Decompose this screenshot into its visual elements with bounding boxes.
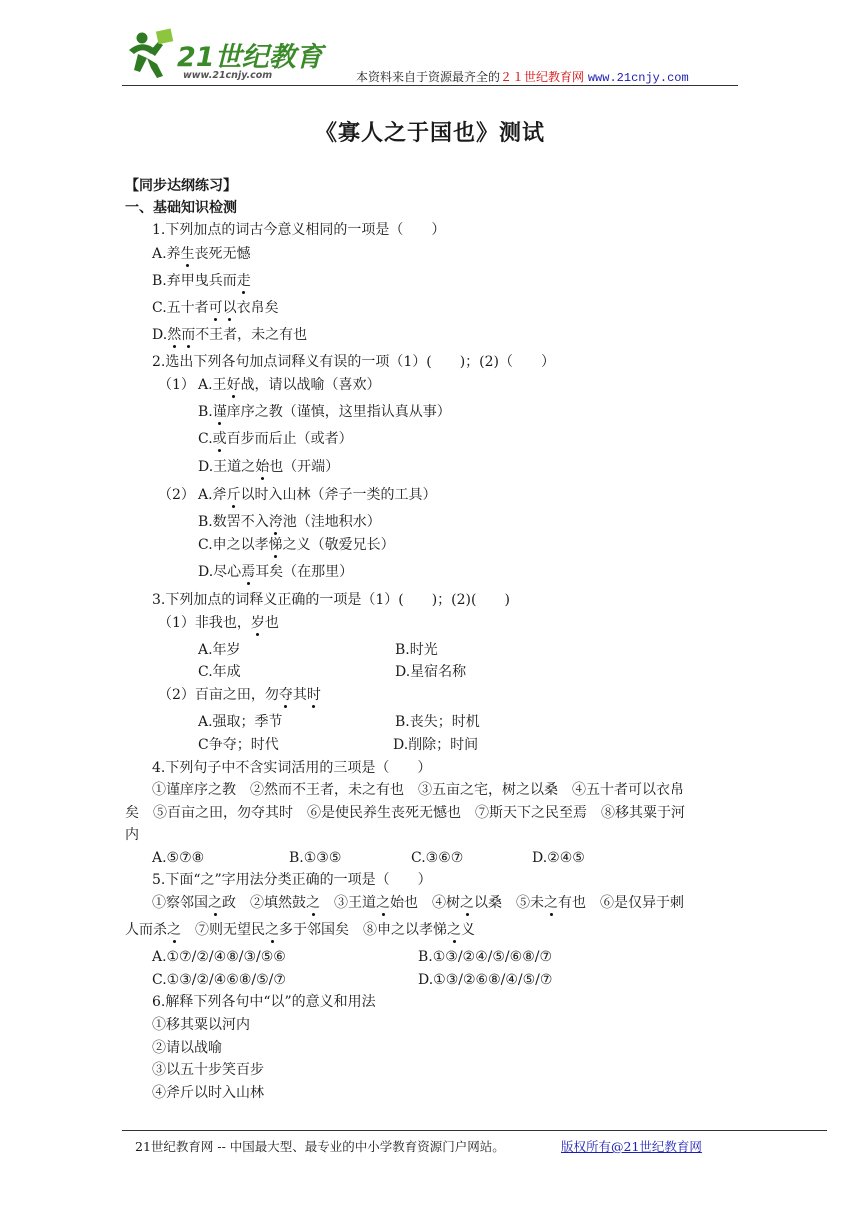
q3-stem: 3.下列加点的词释义正确的一项是（1）( )；(2)( )	[152, 592, 510, 608]
q5-stem: 5.下面“之”字用法分类正确的一项是（ ）	[152, 872, 432, 888]
header-source-prefix: 本资料来自于资源最齐全的	[356, 70, 501, 84]
q4-line2: 矣 ⑤百亩之田，勿夺其时 ⑥是使民养生丧死无憾也 ⑦斯天下之民至焉 ⑧移其粟于河	[125, 805, 685, 821]
q3-s1-option-a: A.年岁	[198, 642, 241, 658]
q2-g2-option-c: C.申之以孝悌之义（敬爱兄长）	[198, 537, 395, 553]
q5-option-d: D.①③/②⑥⑧/④/⑤/⑦	[418, 972, 553, 988]
q3-s2-option-b: B.丧失；时机	[395, 714, 480, 730]
q4-stem: 4.下列句子中不含实词活用的三项是（ ）	[152, 760, 432, 776]
part-heading: 一、基础知识检测	[125, 200, 237, 216]
header-source-line	[356, 68, 689, 85]
q5-option-c: C.①③/②/④⑥⑧/⑤/⑦	[152, 972, 286, 988]
q2-g1-option-a: A.王好战，请以战喻（喜欢）	[198, 377, 381, 393]
q5-option-a: A.①⑦/②/④⑧/③/⑤⑥	[152, 949, 286, 965]
q4-option-c: C.③⑥⑦	[411, 850, 464, 866]
q2-stem: 2.选出下列各句加点词释义有误的一项（1）( )；(2)（ ）	[152, 354, 556, 370]
q3-s1-option-d: D.星宿名称	[395, 664, 467, 680]
q4-line3: 内	[125, 827, 139, 843]
q3-sub1: （1）非我也，岁也	[158, 615, 279, 631]
logo	[125, 28, 330, 84]
header-source-url[interactable]: www.21cnjy.com	[587, 71, 689, 85]
q3-s1-option-b: B.时光	[395, 642, 438, 658]
q5-option-b: B.①③/②④/⑤/⑥⑧/⑦	[418, 949, 553, 965]
q6-stem: 6.解释下列各句中“以”的意义和用法	[152, 994, 376, 1010]
q1-option-b: B.弃甲曳兵而走	[152, 273, 251, 289]
logo-url: www.21cnjy.com	[183, 70, 273, 81]
q2-g2-option-a: A.斧斤以时入山林（斧子一类的工具）	[198, 487, 437, 503]
logo-text: 21世纪教育	[177, 42, 323, 73]
q2-g1-option-b: B.谨庠序之教（谨慎，这里指认真从事）	[198, 404, 451, 420]
q6-item-2: ②请以战喻	[152, 1040, 222, 1056]
q3-s2-option-c: C争夺；时代	[198, 737, 279, 753]
q4-option-b: B.①③⑤	[289, 850, 342, 866]
q1-option-d: D.然而不王者，未之有也	[152, 327, 308, 343]
q1-option-a: A.养生丧死无憾	[152, 246, 251, 262]
q6-item-3: ③以五十步笑百步	[152, 1062, 264, 1078]
footer-text: 21世纪教育网 -- 中国最大型、最专业的中小学教育资源门户网站。	[135, 1139, 505, 1154]
q2-g2-option-b: B.数罟不入洿池（洼地积水）	[198, 514, 381, 530]
q2-g1-option-c: C.或百步而后止（或者）	[198, 431, 353, 447]
q1-stem: 1.下列加点的词古今意义相同的一项是（ ）	[152, 222, 446, 238]
q3-s1-option-c: C.年成	[198, 664, 241, 680]
q4-line1: ①谨庠序之教 ②然而不王者，未之有也 ③五亩之宅，树之以桑 ④五十者可以衣帛	[152, 782, 684, 798]
q3-s2-option-a: A.强取；季节	[198, 714, 283, 730]
page-title: 《寡人之于国也》测试	[314, 121, 545, 146]
q3-sub2: （2）百亩之田，勿夺其时	[158, 687, 321, 703]
q1-option-c: C.五十者可以衣帛矣	[152, 300, 279, 316]
section-heading: 【同步达纲练习】	[125, 178, 237, 194]
q2-g1-option-d: D.王道之始也（开端）	[198, 459, 340, 475]
q2-group2-label: （2）	[158, 487, 195, 503]
footer-copyright-link[interactable]: 版权所有@21世纪教育网	[561, 1139, 702, 1154]
q4-option-d: D.②④⑤	[532, 850, 585, 866]
q2-group1-label: （1）	[158, 377, 195, 393]
q6-item-1: ①移其粟以河内	[152, 1017, 250, 1033]
q5-line2: 人而杀之 ⑦则无望民之多于邻国矣 ⑧申之以孝悌之义	[125, 922, 475, 938]
footer-divider	[122, 1130, 827, 1131]
q4-option-a: A.⑤⑦⑧	[152, 850, 205, 866]
runner-figure-icon	[129, 28, 173, 78]
header-source-site: ２１世纪教育网	[500, 70, 585, 84]
q5-line1: ①察邻国之政 ②填然鼓之 ③王道之始也 ④树之以桑 ⑤未之有也 ⑥是仅异于刺	[152, 895, 684, 911]
q6-item-4: ④斧斤以时入山林	[152, 1085, 264, 1101]
q2-g2-option-d: D.尽心焉耳矣（在那里）	[198, 564, 354, 580]
header-divider	[122, 85, 738, 86]
q3-s2-option-d: D.削除；时间	[393, 737, 479, 753]
